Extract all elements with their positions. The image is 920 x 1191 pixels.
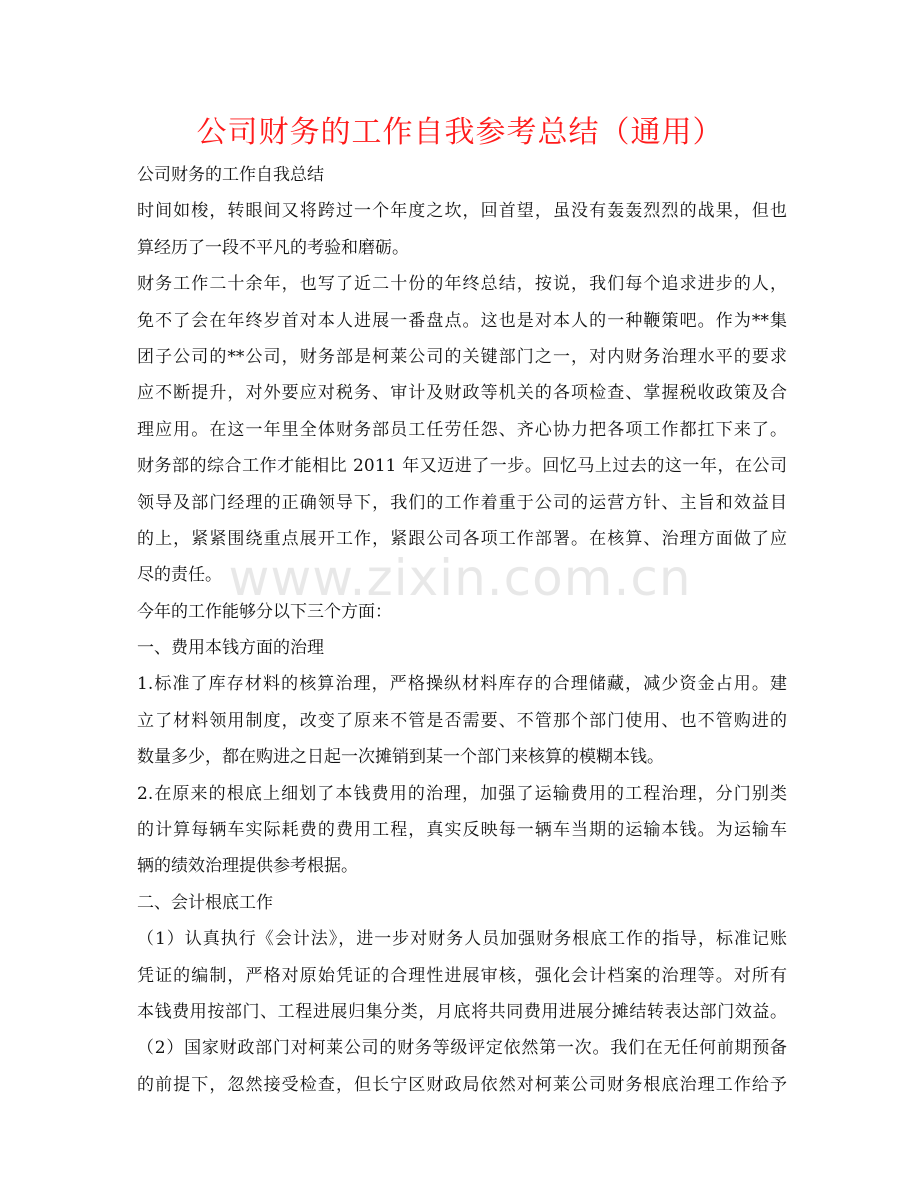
body-line: 的计算每辆车实际耗费的费用工程，真实反映每一辆车当期的运输本钱。为运输车 <box>137 820 787 841</box>
body-line: 时间如梭，转眼间又将跨过一个年度之坎，回首望，虽没有轰轰烈烈的战果，但也 <box>137 201 787 222</box>
body-line: 财务工作二十余年，也写了近二十份的年终总结，按说，我们每个追求进步的人， <box>137 274 787 295</box>
body-line: 的前提下，忽然接受检查，但长宁区财政局依然对柯莱公司财务根底治理工作给予 <box>137 1074 787 1095</box>
body-line: （1）认真执行《会计法》，进一步对财务人员加强财务根底工作的指导，标准记账 <box>137 929 787 950</box>
body-line: 本钱费用按部门、工程进展归集分类，月底将共同费用进展分摊结转表达部门效益。 <box>137 1001 787 1022</box>
body-line: 二、会计根底工作 <box>137 892 273 913</box>
body-line: 凭证的编制，严格对原始凭证的合理性进展审核，强化会计档案的治理等。对所有 <box>137 965 787 986</box>
body-line: 今年的工作能够分以下三个方面： <box>137 601 392 622</box>
body-line: 公司财务的工作自我总结 <box>137 165 324 185</box>
document-title: 公司财务的工作自我参考总结（通用） <box>196 115 724 150</box>
body-line: 领导及部门经理的正确领导下，我们的工作着重于公司的运营方针、主旨和效益目 <box>137 492 787 513</box>
body-line: 团子公司的**公司，财务部是柯莱公司的关键部门之一，对内财务治理水平的要求 <box>137 346 787 367</box>
watermark: www.zixin.com.cn <box>228 549 692 607</box>
body-line: 2.在原来的根底上细划了本钱费用的治理，加强了运输费用的工程治理，分门别类 <box>137 783 787 804</box>
document-body <box>137 157 787 1103</box>
body-line: 辆的绩效治理提供参考根据。 <box>137 856 358 877</box>
body-line: 一、费用本钱方面的治理 <box>137 638 324 659</box>
body-line: 尽的责任。 <box>137 565 222 586</box>
body-line: 立了材料领用制度，改变了原来不管是否需要、不管那个部门使用、也不管购进的 <box>137 710 787 731</box>
body-line: 算经历了一段不平凡的考验和磨砺。 <box>137 237 409 258</box>
body-line: 1.标准了库存材料的核算治理，严格操纵材料库存的合理储藏，减少资金占用。建 <box>137 674 787 695</box>
body-line: 财务部的综合工作才能相比 2011 年又迈进了一步。回忆马上过去的这一年，在公司 <box>137 456 787 477</box>
body-line: 免不了会在年终岁首对本人进展一番盘点。这也是对本人的一种鞭策吧。作为**集 <box>137 310 787 331</box>
body-line: （2）国家财政部门对柯莱公司的财务等级评定依然第一次。我们在无任何前期预备 <box>137 1038 787 1059</box>
body-line: 数量多少，都在购进之日起一次摊销到某一个部门来核算的模糊本钱。 <box>137 747 664 768</box>
body-line: 理应用。在这一年里全体财务部员工任劳任怨、齐心协力把各项工作都扛下来了。 <box>137 419 787 440</box>
body-line: 的上，紧紧围绕重点展开工作，紧跟公司各项工作部署。在核算、治理方面做了应 <box>137 528 787 549</box>
body-line: 应不断提升，对外要应对税务、审计及财政等机关的各项检查、掌握税收政策及合 <box>137 383 787 404</box>
